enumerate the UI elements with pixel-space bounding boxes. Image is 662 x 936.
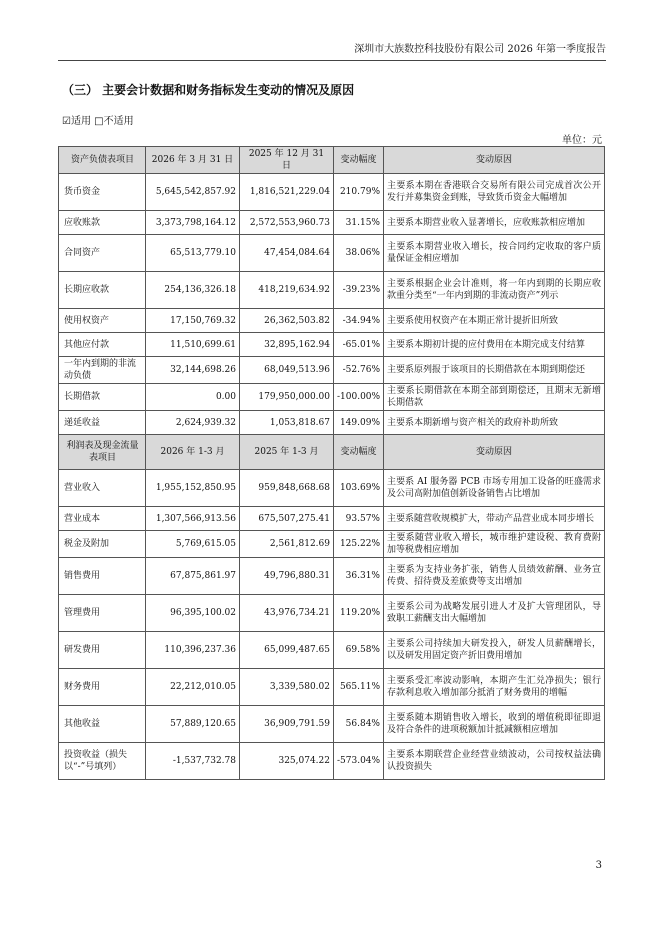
row-value-current: 65,513,779.10 bbox=[146, 235, 240, 272]
applicability-checkbox-line: ☑适用 □不适用 bbox=[62, 116, 134, 127]
row-change-percent: -65.01% bbox=[334, 333, 384, 357]
row-change-percent: 38.06% bbox=[334, 235, 384, 272]
row-item-name: 营业成本 bbox=[59, 507, 146, 531]
row-change-reason: 主要系本期在香港联合交易所有限公司完成首次公开发行并募集资金到账，导致货币资金大幅增加 bbox=[384, 174, 605, 211]
row-value-prior: 675,507,275.41 bbox=[240, 507, 334, 531]
balance-header-row bbox=[59, 147, 605, 174]
row-change-reason: 主要系本期初计提的应付费用在本期完成支付结算 bbox=[384, 333, 605, 357]
row-item-name: 长期应收款 bbox=[59, 272, 146, 309]
row-change-reason: 主要系受汇率波动影响，本期产生汇兑净损失；银行存款利息收入增加部分抵消了财务费用的增幅 bbox=[384, 669, 605, 706]
row-value-prior: 65,099,487.65 bbox=[240, 632, 334, 669]
row-change-percent: 36.31% bbox=[334, 558, 384, 595]
row-change-reason: 主要系 AI 服务器 PCB 市场专用加工设备的旺盛需求及公司高附加值创新设备销售占比增加 bbox=[384, 470, 605, 507]
row-change-percent: 119.20% bbox=[334, 595, 384, 632]
row-change-reason: 主要系本期营业收入显著增长，应收账款相应增加 bbox=[384, 211, 605, 235]
row-change-reason: 主要系本期新增与资产相关的政府补助所致 bbox=[384, 411, 605, 435]
table-row bbox=[59, 235, 605, 272]
row-item-name: 递延收益 bbox=[59, 411, 146, 435]
table-row bbox=[59, 595, 605, 632]
row-item-name: 销售费用 bbox=[59, 558, 146, 595]
row-value-prior: 47,454,084.64 bbox=[240, 235, 334, 272]
row-value-prior: 418,219,634.92 bbox=[240, 272, 334, 309]
row-value-prior: 325,074.22 bbox=[240, 743, 334, 780]
row-change-reason: 主要系公司为战略发展引进人才及扩大管理团队，导致职工薪酬支出大幅增加 bbox=[384, 595, 605, 632]
table-row bbox=[59, 470, 605, 507]
row-value-prior: 179,950,000.00 bbox=[240, 384, 334, 411]
row-change-reason: 主要系随营收规模扩大，带动产品营业成本同步增长 bbox=[384, 507, 605, 531]
table-row bbox=[59, 333, 605, 357]
row-change-reason: 主要系本期联营企业经营业绩波动，公司按权益法确认投资损失 bbox=[384, 743, 605, 780]
row-value-prior: 68,049,513.96 bbox=[240, 357, 334, 384]
row-value-current: 96,395,100.02 bbox=[146, 595, 240, 632]
row-item-name: 财务费用 bbox=[59, 669, 146, 706]
unit-label: 单位：元 bbox=[562, 135, 602, 146]
row-item-name: 一年内到期的非流动负债 bbox=[59, 357, 146, 384]
row-value-prior: 1,053,818.67 bbox=[240, 411, 334, 435]
row-change-reason: 主要系随营业收入增长，城市维护建设税、教育费附加等税费相应增加 bbox=[384, 531, 605, 558]
row-change-reason: 主要系公司持续加大研发投入，研发人员薪酬增长，以及研发用固定资产折旧费用增加 bbox=[384, 632, 605, 669]
row-value-current: 110,396,237.36 bbox=[146, 632, 240, 669]
header-period-b: 2025 年 1-3 月 bbox=[240, 435, 334, 470]
row-change-percent: -573.04% bbox=[334, 743, 384, 780]
row-value-current: 1,955,152,850.95 bbox=[146, 470, 240, 507]
income-header-row bbox=[59, 435, 605, 470]
row-change-percent: 565.11% bbox=[334, 669, 384, 706]
header-item: 资产负债表项目 bbox=[59, 147, 146, 174]
row-item-name: 投资收益（损失以“-”号填列） bbox=[59, 743, 146, 780]
section-title: （三） 主要会计数据和财务指标发生变动的情况及原因 bbox=[62, 83, 355, 97]
table-row bbox=[59, 743, 605, 780]
row-item-name: 税金及附加 bbox=[59, 531, 146, 558]
row-change-percent: 103.69% bbox=[334, 470, 384, 507]
row-value-prior: 3,339,580.02 bbox=[240, 669, 334, 706]
header-reason: 变动原因 bbox=[384, 147, 605, 174]
row-item-name: 长期借款 bbox=[59, 384, 146, 411]
row-change-percent: 69.58% bbox=[334, 632, 384, 669]
row-change-reason: 主要系本期营业收入增长，按合同约定收取的客户质量保证金相应增加 bbox=[384, 235, 605, 272]
row-item-name: 合同资产 bbox=[59, 235, 146, 272]
row-value-current: 5,645,542,857.92 bbox=[146, 174, 240, 211]
row-value-current: 22,212,010.05 bbox=[146, 669, 240, 706]
row-value-current: -1,537,732.78 bbox=[146, 743, 240, 780]
row-value-current: 17,150,769.32 bbox=[146, 309, 240, 333]
table-row bbox=[59, 384, 605, 411]
table-row bbox=[59, 706, 605, 743]
row-value-prior: 2,561,812.69 bbox=[240, 531, 334, 558]
row-change-percent: -39.23% bbox=[334, 272, 384, 309]
header-change: 变动幅度 bbox=[334, 435, 384, 470]
header-change: 变动幅度 bbox=[334, 147, 384, 174]
table-row bbox=[59, 174, 605, 211]
header-item: 利润表及现金流量表项目 bbox=[59, 435, 146, 470]
header-divider bbox=[58, 60, 606, 61]
row-item-name: 管理费用 bbox=[59, 595, 146, 632]
row-value-current: 57,889,120.65 bbox=[146, 706, 240, 743]
table-row bbox=[59, 669, 605, 706]
row-value-prior: 36,909,791.59 bbox=[240, 706, 334, 743]
row-value-current: 0.00 bbox=[146, 384, 240, 411]
row-item-name: 使用权资产 bbox=[59, 309, 146, 333]
row-value-current: 5,769,615.05 bbox=[146, 531, 240, 558]
row-item-name: 应收账款 bbox=[59, 211, 146, 235]
row-item-name: 研发费用 bbox=[59, 632, 146, 669]
financial-change-table bbox=[58, 146, 605, 780]
row-item-name: 其他应付款 bbox=[59, 333, 146, 357]
row-change-reason: 主要系使用权资产在本期正常计提折旧所致 bbox=[384, 309, 605, 333]
row-change-reason: 主要系根据企业会计准则，将一年内到期的长期应收款重分类至“一年内到期的非流动资产”列示 bbox=[384, 272, 605, 309]
row-value-current: 11,510,699.61 bbox=[146, 333, 240, 357]
header-date-a: 2026 年 3 月 31 日 bbox=[146, 147, 240, 174]
row-value-prior: 43,976,734.21 bbox=[240, 595, 334, 632]
table-row bbox=[59, 272, 605, 309]
row-value-prior: 1,816,521,229.04 bbox=[240, 174, 334, 211]
row-item-name: 营业收入 bbox=[59, 470, 146, 507]
row-change-percent: -34.94% bbox=[334, 309, 384, 333]
row-change-reason: 主要系长期借款在本期全部到期偿还，且期末无新增长期借款 bbox=[384, 384, 605, 411]
row-item-name: 货币资金 bbox=[59, 174, 146, 211]
row-value-prior: 32,895,162.94 bbox=[240, 333, 334, 357]
row-change-reason: 主要系随本期销售收入增长，收到的增值税即征即退及符合条件的进项税额加计抵减额相应增加 bbox=[384, 706, 605, 743]
table-row bbox=[59, 309, 605, 333]
row-value-current: 1,307,566,913.56 bbox=[146, 507, 240, 531]
header-period-a: 2026 年 1-3 月 bbox=[146, 435, 240, 470]
row-value-prior: 2,572,553,960.73 bbox=[240, 211, 334, 235]
row-change-reason: 主要系为支持业务扩张，销售人员绩效薪酬、业务宣传费、招待费及差旅费等支出增加 bbox=[384, 558, 605, 595]
row-change-percent: -100.00% bbox=[334, 384, 384, 411]
table-row bbox=[59, 558, 605, 595]
row-value-current: 2,624,939.32 bbox=[146, 411, 240, 435]
row-change-percent: 31.15% bbox=[334, 211, 384, 235]
table-row bbox=[59, 211, 605, 235]
row-value-prior: 26,362,503.82 bbox=[240, 309, 334, 333]
header-date-b: 2025 年 12 月 31 日 bbox=[240, 147, 334, 174]
table-row bbox=[59, 531, 605, 558]
row-value-current: 254,136,326.18 bbox=[146, 272, 240, 309]
row-change-percent: 56.84% bbox=[334, 706, 384, 743]
row-value-prior: 49,796,880.31 bbox=[240, 558, 334, 595]
row-change-percent: 93.57% bbox=[334, 507, 384, 531]
row-value-current: 67,875,861.97 bbox=[146, 558, 240, 595]
table-row bbox=[59, 507, 605, 531]
row-change-reason: 主要系原列报于该项目的长期借款在本期到期偿还 bbox=[384, 357, 605, 384]
page-number: 3 bbox=[595, 860, 602, 871]
row-value-prior: 959,848,668.68 bbox=[240, 470, 334, 507]
report-header-title: 深圳市大族数控科技股份有限公司 2026 年第一季度报告 bbox=[354, 44, 606, 55]
table-row bbox=[59, 632, 605, 669]
row-change-percent: 125.22% bbox=[334, 531, 384, 558]
row-change-percent: 210.79% bbox=[334, 174, 384, 211]
row-value-current: 3,373,798,164.12 bbox=[146, 211, 240, 235]
row-change-percent: -52.76% bbox=[334, 357, 384, 384]
row-change-percent: 149.09% bbox=[334, 411, 384, 435]
row-item-name: 其他收益 bbox=[59, 706, 146, 743]
table-row bbox=[59, 411, 605, 435]
table-row bbox=[59, 357, 605, 384]
row-value-current: 32,144,698.26 bbox=[146, 357, 240, 384]
header-reason: 变动原因 bbox=[384, 435, 605, 470]
